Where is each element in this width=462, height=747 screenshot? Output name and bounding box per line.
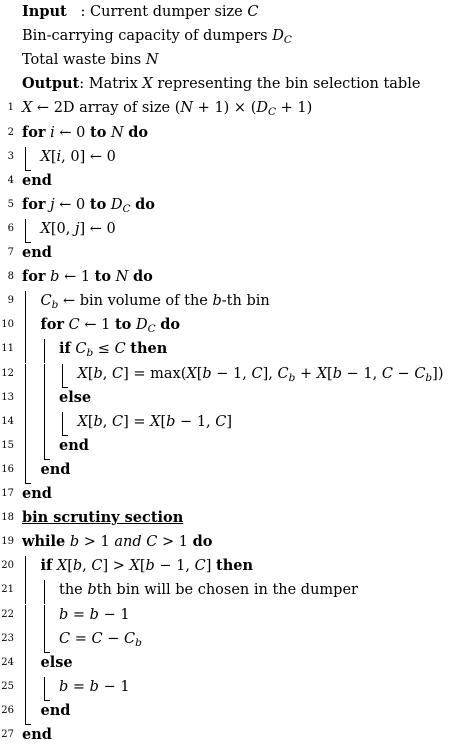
block-guide <box>44 677 45 701</box>
line-number: 24 <box>1 656 14 668</box>
code-token: = <box>68 606 90 623</box>
line-number: 27 <box>1 729 14 740</box>
line-number: 10 <box>1 319 14 331</box>
block-guide <box>62 364 63 388</box>
code-token: ]) <box>432 365 444 382</box>
block-guide <box>25 388 26 412</box>
code-token: ← 0 <box>54 196 90 213</box>
code-token: end <box>22 726 52 743</box>
header-line <box>0 48 462 72</box>
code-token: C <box>277 365 289 382</box>
code-text <box>22 169 52 193</box>
code-token: N <box>115 269 129 286</box>
code-token: b <box>212 293 222 310</box>
block-guide <box>44 605 45 629</box>
code-token: end <box>59 436 89 454</box>
code-token: b <box>59 606 69 623</box>
code-text <box>41 699 71 723</box>
code-token: + 1) <box>276 100 313 117</box>
code-token: [ <box>87 365 94 382</box>
algorithm-line <box>0 265 462 289</box>
code-text <box>22 121 148 145</box>
code-token: = <box>68 678 90 695</box>
code-token: − 1, <box>342 365 382 382</box>
code-token: C <box>247 4 259 20</box>
algorithm-line <box>0 386 462 410</box>
algorithm-line <box>0 651 462 675</box>
algorithm-line <box>0 337 462 361</box>
subscript-text: b <box>288 371 296 384</box>
code-token: to <box>94 268 112 286</box>
block-guide <box>25 339 26 363</box>
block-guide <box>25 605 26 629</box>
algorithm-line <box>0 458 462 482</box>
block-guide <box>44 364 45 388</box>
subscript-text: b <box>86 347 94 360</box>
code-text <box>59 675 130 699</box>
algorithm-line <box>0 675 462 699</box>
code-token: b <box>145 558 155 575</box>
code-token: b <box>166 413 176 430</box>
algorithm-line <box>0 313 462 337</box>
code-token: ← 2D array of size ( <box>32 100 181 117</box>
code-token: th bin will be chosen in the dumper <box>96 582 358 599</box>
block-guide <box>25 629 26 653</box>
code-token: , 0] ← 0 <box>61 148 116 165</box>
code-token: C <box>40 293 52 310</box>
algorithm-line <box>0 193 462 217</box>
code-token: X <box>77 413 88 430</box>
algorithm-line <box>0 578 462 602</box>
block-end-tick <box>62 387 68 388</box>
code-token: X <box>316 365 328 382</box>
code-token: − 1, <box>211 365 252 382</box>
line-number: 14 <box>1 415 14 427</box>
code-token: do <box>132 268 153 286</box>
code-token: do <box>135 195 155 213</box>
block-end-tick <box>44 700 50 701</box>
code-token: if <box>40 557 53 575</box>
code-token: , <box>102 413 113 430</box>
code-token: Output <box>22 75 80 93</box>
line-number: 25 <box>1 680 14 692</box>
header-line <box>0 72 462 96</box>
subscript-text: C <box>122 202 131 215</box>
block-guide <box>44 580 45 604</box>
code-token: b <box>332 365 343 382</box>
subscript-text: C <box>147 323 156 336</box>
code-token: , <box>102 365 113 382</box>
code-token: ] = <box>123 413 151 430</box>
code-token: ], <box>262 365 278 382</box>
line-number: 19 <box>1 536 14 548</box>
block-guide <box>25 580 26 604</box>
header-text <box>22 48 159 72</box>
code-text <box>41 458 71 482</box>
code-token: = <box>70 630 92 647</box>
block-guide <box>25 291 26 315</box>
code-text <box>59 386 91 410</box>
block-guide <box>25 315 26 339</box>
code-token: > 1 <box>79 534 115 551</box>
code-token: to <box>114 316 132 334</box>
code-token: − <box>392 365 415 382</box>
code-token: Bin-carrying capacity of dumpers <box>22 28 273 45</box>
code-token: -th bin <box>221 293 270 310</box>
code-token: b <box>59 678 69 695</box>
code-token: end <box>22 171 52 189</box>
algorithm-line <box>0 530 462 554</box>
code-token: b <box>50 269 60 286</box>
code-token: b <box>93 365 103 382</box>
block-end-tick <box>25 242 31 243</box>
block-end-tick <box>44 459 50 460</box>
header-line <box>0 0 462 24</box>
line-number: 23 <box>1 632 14 644</box>
code-text <box>22 506 183 530</box>
code-token: do <box>160 316 181 334</box>
code-token: − 1 <box>98 606 130 623</box>
algorithm-line <box>0 603 462 627</box>
code-text <box>22 482 52 506</box>
code-token: bin scrutiny section <box>22 509 184 527</box>
code-text <box>59 578 358 602</box>
code-text <box>41 554 254 578</box>
algorithm-line <box>0 289 462 313</box>
code-token: C <box>114 341 126 358</box>
line-number: 4 <box>7 174 14 186</box>
code-token: end <box>22 485 52 502</box>
block-guide <box>25 677 26 701</box>
algorithm-line <box>0 169 462 193</box>
code-token: X <box>56 558 68 575</box>
block-end-tick <box>44 652 50 653</box>
line-number: 16 <box>1 463 14 475</box>
block-guide <box>25 364 26 388</box>
line-number: 26 <box>1 704 14 716</box>
code-token: > 1 <box>157 534 193 551</box>
code-token: end <box>40 460 71 478</box>
line-number: 5 <box>7 198 14 210</box>
line-number: 17 <box>1 488 14 499</box>
code-token: ← 1 <box>79 317 115 334</box>
block-end-tick <box>25 170 31 171</box>
code-token: while <box>22 533 66 551</box>
code-token: C <box>112 413 124 430</box>
subscript-text: C <box>283 34 292 47</box>
code-text <box>59 434 89 458</box>
code-token: if <box>59 340 71 358</box>
code-token: end <box>40 701 71 719</box>
code-token: ≤ <box>93 341 115 358</box>
code-token: [ <box>67 558 73 575</box>
code-token: C <box>414 365 426 382</box>
code-token: [ <box>139 558 146 575</box>
code-token: X <box>150 413 161 430</box>
line-number: 22 <box>1 608 14 620</box>
code-token: D <box>135 317 148 334</box>
block-guide <box>62 412 63 436</box>
line-number: 18 <box>1 512 14 524</box>
code-token: C <box>91 630 103 647</box>
code-token: ← bin volume of the <box>58 293 213 310</box>
line-number: 15 <box>1 439 14 451</box>
block-guide <box>25 460 26 484</box>
code-token: do <box>192 533 213 551</box>
code-token: i <box>56 148 62 165</box>
block-guide <box>25 147 26 171</box>
code-token: ← 0 <box>54 124 91 141</box>
code-token: to <box>89 195 107 213</box>
code-token: C <box>68 317 80 334</box>
block-guide <box>25 219 26 243</box>
code-token: − 1 <box>98 678 130 695</box>
line-number: 6 <box>7 222 14 234</box>
algorithm-line <box>0 145 462 169</box>
code-token: C <box>112 365 124 382</box>
code-token: N <box>180 100 194 117</box>
block-guide <box>25 436 26 460</box>
block-guide <box>44 436 45 460</box>
code-token: D <box>110 196 123 213</box>
code-token: ] <box>226 413 233 430</box>
algorithm-line <box>0 121 462 145</box>
code-token: b <box>89 678 99 695</box>
code-token: [ <box>87 413 94 430</box>
block-guide <box>25 653 26 677</box>
line-number: 13 <box>1 391 14 403</box>
code-token: − 1, <box>154 558 195 575</box>
algorithm-line <box>0 627 462 651</box>
code-token: [ <box>327 365 333 382</box>
code-token: ] = max( <box>123 365 187 382</box>
subscript-text: b <box>51 299 59 312</box>
code-token: C <box>123 630 136 647</box>
line-number: 8 <box>7 271 14 283</box>
code-token: b <box>72 558 83 575</box>
block-guide <box>44 388 45 412</box>
code-token: D <box>256 100 268 117</box>
code-text <box>22 530 212 554</box>
code-token: N <box>111 124 124 141</box>
algorithm-line <box>0 217 462 241</box>
code-token: j <box>50 196 55 213</box>
code-token: ] <box>205 558 217 575</box>
code-token: − 1, <box>175 413 216 430</box>
algorithm-line <box>0 241 462 265</box>
code-text <box>41 145 116 169</box>
code-token: C <box>59 630 71 647</box>
code-token: + 1) × ( <box>193 100 257 117</box>
line-number: 12 <box>1 367 14 379</box>
code-token: [ <box>160 413 167 430</box>
block-guide <box>44 629 45 653</box>
code-token: end <box>22 244 52 261</box>
block-guide <box>44 339 45 363</box>
line-number: 3 <box>7 150 14 162</box>
algorithm-line <box>0 506 462 530</box>
code-token: b <box>89 606 99 623</box>
code-token: else <box>59 388 92 406</box>
code-token: X <box>40 148 51 165</box>
header-line <box>0 24 462 48</box>
code-text <box>22 723 52 747</box>
algorithm-line <box>0 410 462 434</box>
code-token: representing the bin selection table <box>152 76 421 93</box>
code-token: − <box>102 630 124 647</box>
line-number: 1 <box>7 102 14 114</box>
code-token: X <box>77 365 88 382</box>
block-end-tick <box>62 435 68 436</box>
line-number: 11 <box>1 343 14 355</box>
subscript-text: b <box>135 636 142 649</box>
algorithm-line <box>0 699 462 723</box>
subscript-text: C <box>268 106 277 119</box>
block-end-tick <box>25 724 31 725</box>
code-token: X <box>186 365 197 382</box>
code-text <box>22 241 52 265</box>
subscript-text: b <box>425 371 433 384</box>
code-token: b <box>202 365 212 382</box>
code-token: D <box>272 28 284 45</box>
code-token: do <box>128 123 149 141</box>
code-token: Input <box>22 3 67 20</box>
line-number: 20 <box>1 560 14 572</box>
code-text <box>22 265 153 289</box>
block-end-tick <box>25 483 31 484</box>
code-token: , <box>82 558 92 575</box>
algorithm-line <box>0 96 462 120</box>
code-token: b <box>69 534 80 551</box>
algorithm-line <box>0 482 462 506</box>
code-token: ] ← 0 <box>79 220 116 237</box>
algorithm-line <box>0 554 462 578</box>
code-token: the <box>59 582 88 599</box>
code-token: for <box>22 195 46 213</box>
code-token: else <box>40 653 73 671</box>
code-token: X <box>129 558 140 575</box>
code-token: then <box>216 557 254 575</box>
code-token: C <box>194 558 206 575</box>
header-text <box>22 72 420 96</box>
code-text <box>78 410 233 434</box>
code-text <box>41 217 116 241</box>
code-text <box>41 651 73 675</box>
code-token: N <box>145 52 159 69</box>
code-token: then <box>130 340 168 358</box>
line-number: 7 <box>7 247 14 258</box>
line-number: 21 <box>1 584 14 596</box>
code-token: to <box>90 123 107 141</box>
code-token: [ <box>196 365 203 382</box>
block-guide <box>25 701 26 725</box>
algorithm-line <box>0 362 462 386</box>
code-token: [0, <box>50 220 75 237</box>
code-token: for <box>40 316 65 334</box>
code-token: and <box>114 534 142 551</box>
code-token: + <box>295 365 317 382</box>
code-token: X <box>142 76 153 93</box>
code-token: [ <box>50 148 57 165</box>
header-text <box>22 0 258 24</box>
line-number: 9 <box>7 295 14 307</box>
algorithm-line <box>0 723 462 747</box>
code-token: X <box>40 220 51 237</box>
code-token: b <box>93 413 103 430</box>
code-token: : Current dumper size <box>66 4 248 20</box>
block-guide <box>25 556 26 580</box>
code-token: C <box>251 365 263 382</box>
code-token: C <box>91 558 103 575</box>
code-text <box>59 603 130 627</box>
code-token: : Matrix <box>79 76 143 93</box>
code-token: ← 1 <box>59 269 95 286</box>
code-token: j <box>74 220 80 237</box>
block-guide <box>25 412 26 436</box>
line-number: 2 <box>7 126 14 138</box>
code-token: i <box>50 124 55 141</box>
code-token: C <box>75 341 87 358</box>
code-token: Total waste bins <box>22 52 146 69</box>
algorithm-line <box>0 434 462 458</box>
code-token: for <box>22 123 46 141</box>
code-token: b <box>87 582 97 599</box>
code-token: for <box>22 268 46 286</box>
code-token: C <box>215 413 227 430</box>
block-guide <box>44 412 45 436</box>
code-token: C <box>381 365 393 382</box>
code-token: X <box>22 100 33 117</box>
code-token: ] > <box>102 558 130 575</box>
code-token: C <box>146 534 158 551</box>
